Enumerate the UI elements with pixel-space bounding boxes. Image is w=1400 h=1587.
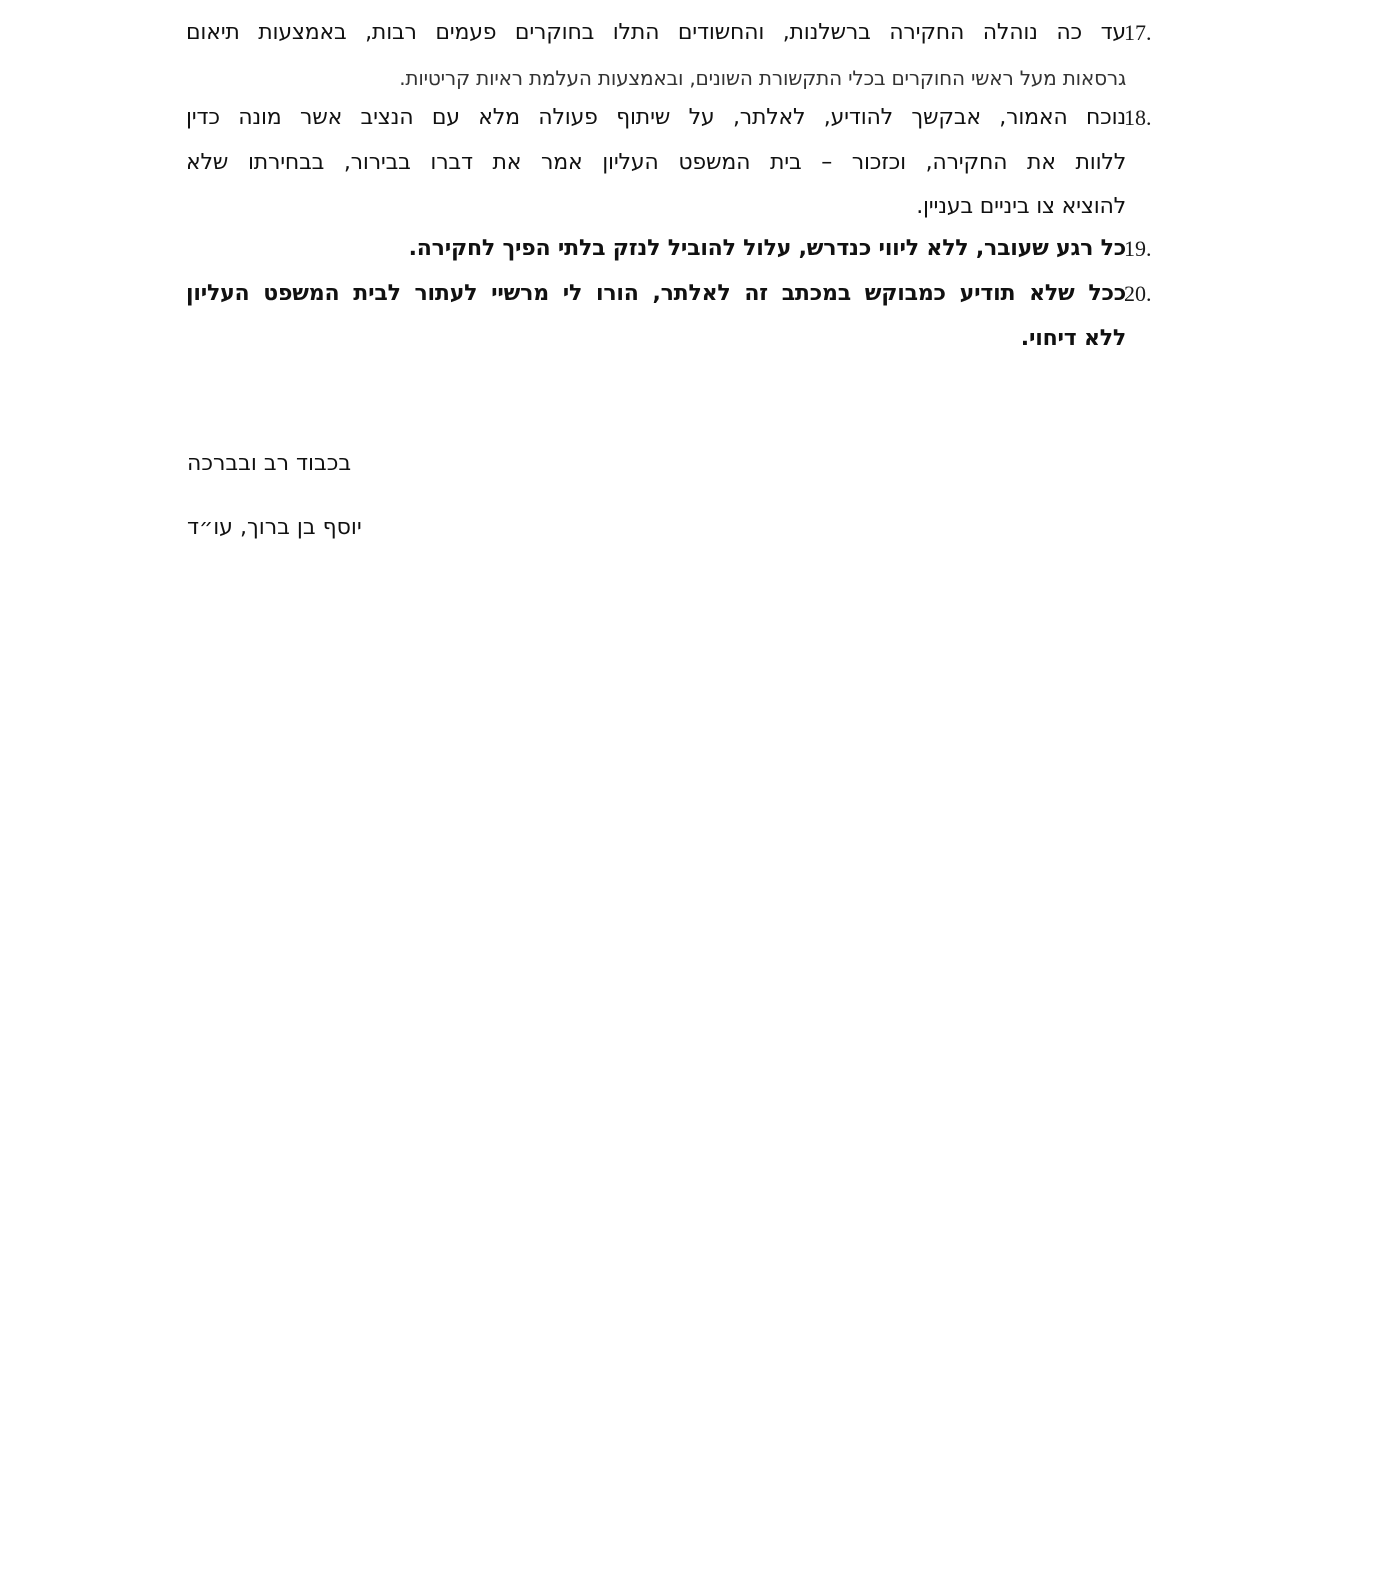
- item-text: [186, 227, 1126, 272]
- item-line: ככל שלא תודיע כמבוקש במכתב זה לאלתר, הורו לי מרשיי לעתור לבית המשפט העליון: [186, 281, 1126, 306]
- signature: יוסף בן ברוך, עו״ד: [187, 515, 362, 540]
- item-line: ללא דיחוי.: [1020, 325, 1126, 351]
- item-number: 19.: [1124, 236, 1152, 261]
- item-line: ללוות את החקירה, וכזכור – בית המשפט העליון אמר את דברו בבירור, בבחירתו שלא: [186, 149, 1126, 175]
- list-item-20: [186, 272, 1172, 362]
- item-line: להוציא צו ביניים בעניין.: [916, 194, 1126, 219]
- item-line: עד כה נוהלה החקירה ברשלנות, והחשודים התלו בחוקרים פעמים רבות, באמצעות תיאום: [186, 20, 1126, 45]
- list-item-17: [186, 11, 1172, 101]
- closing-salutation: בכבוד רב ובברכה: [187, 451, 352, 476]
- item-line: כל רגע שעובר, ללא ליווי כנדרש, עלול להוביל לנזק בלתי הפיך לחקירה.: [408, 236, 1126, 261]
- item-number: 20.: [1124, 281, 1152, 306]
- item-number: 18.: [1124, 105, 1152, 130]
- item-text: [186, 11, 1126, 100]
- item-line: נוכח האמור, אבקשך להודיע, לאלתר, על שיתוף פעולה מלא עם הנציב אשר מונה כדין: [186, 105, 1126, 130]
- item-text: [186, 272, 1126, 361]
- item-number: 17.: [1124, 20, 1152, 45]
- list-item-19: [186, 227, 1172, 272]
- item-text: [186, 96, 1126, 230]
- list-item-18: [186, 96, 1172, 230]
- item-line: גרסאות מעל ראשי החוקרים בכלי התקשורת השונים, ובאמצעות העלמת ראיות קריטיות.: [399, 65, 1126, 90]
